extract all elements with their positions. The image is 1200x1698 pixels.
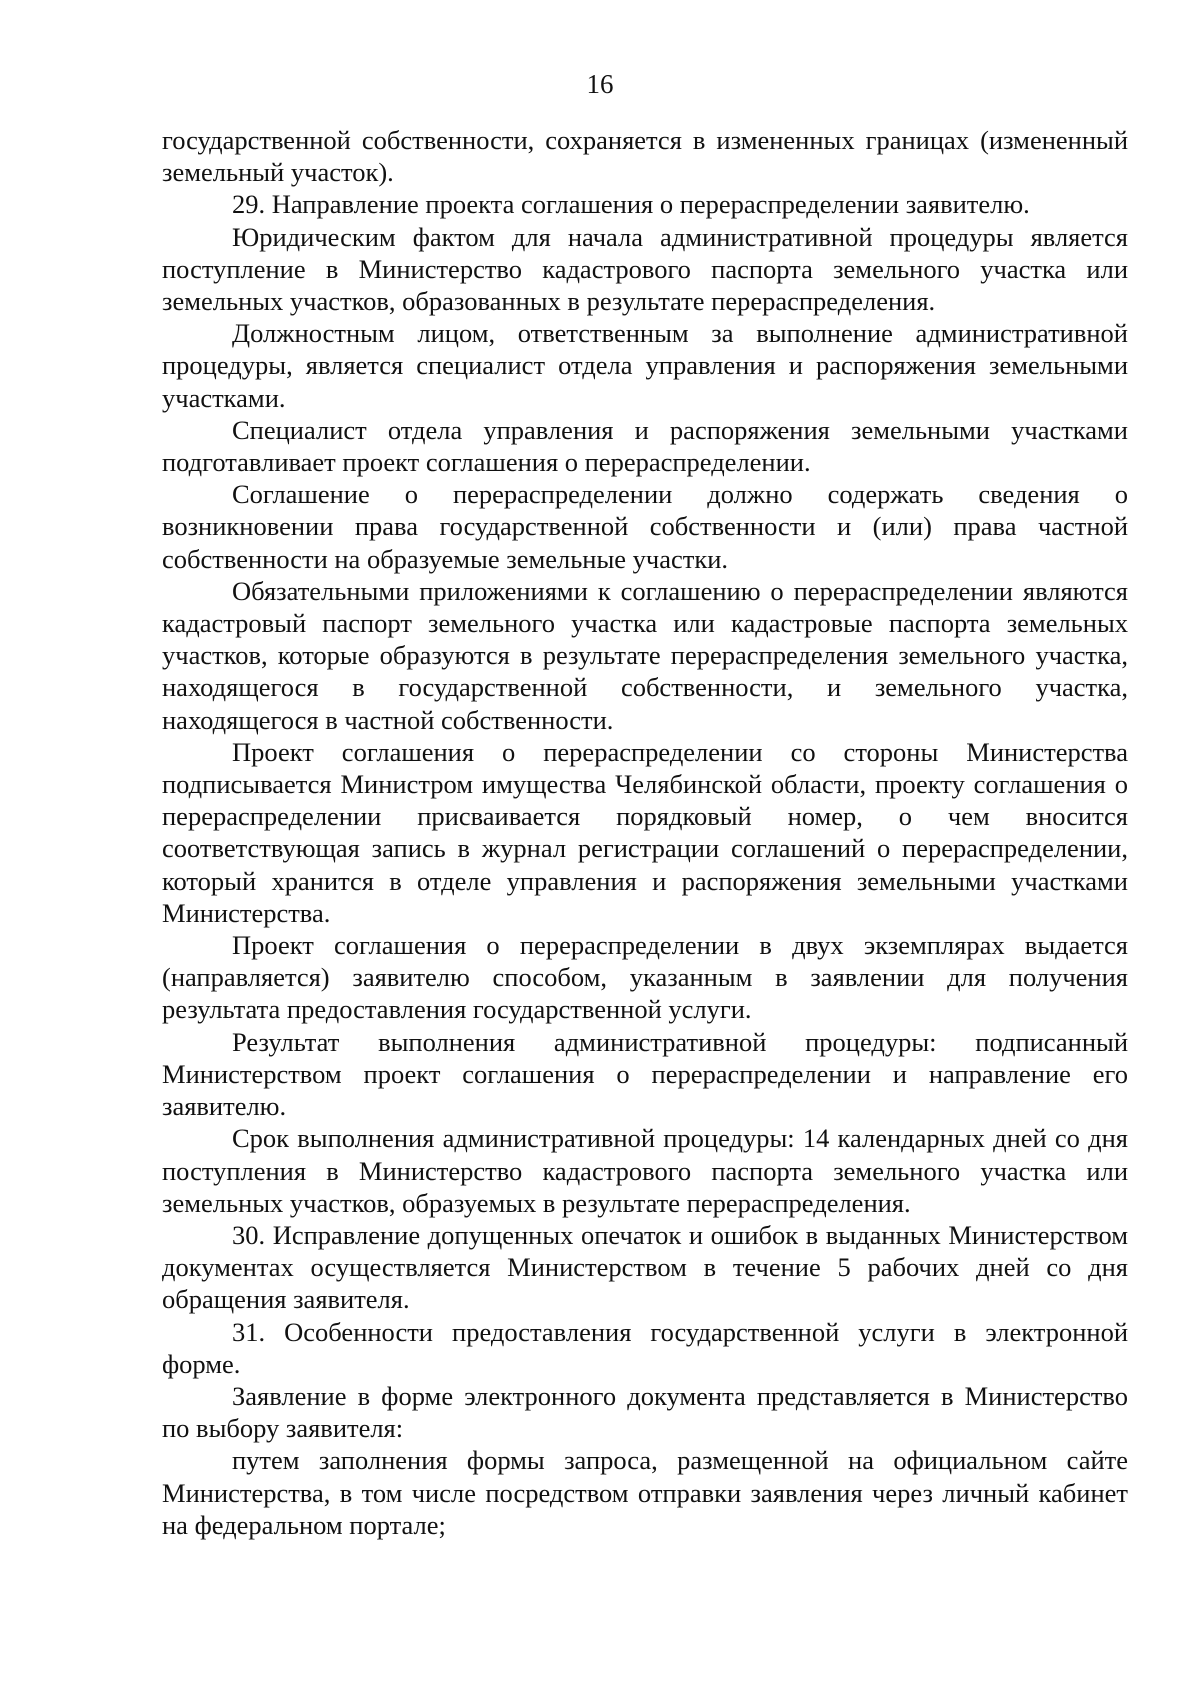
paragraph-continuation: государственной собственности, сохраняется в измененных границах (измененный земельный участок). <box>162 125 1128 188</box>
paragraph-item-29: 29. Направление проекта соглашения о перераспределении заявителю. <box>232 189 1030 220</box>
paragraph-signing: Проект соглашения о перераспределении со стороны Министерства подписывается Министром имущества Челябинской области, проекту соглашения о перераспределении присваивается порядковый номер, о чем вносится соответствующая запись в журнал регистрации соглашений о перераспределении, который хранится в отделе управления и распоряжения земельными участками Министерства. <box>162 736 1128 928</box>
paragraph-result: Результат выполнения административной процедуры: подписанный Министерством проект соглашения о перераспределении и направление его заявителю. <box>162 1026 1128 1122</box>
paragraph-mandatory-attachments: Обязательными приложениями к соглашению о перераспределении являются кадастровый паспорт земельного участка или кадастровые паспорта земельных участков, которые образуются в результате перераспределения земельного участка, находящегося в государственной собственности, и земельного участка, находящегося в частной собственности. <box>162 575 1128 735</box>
paragraph-item-30: 30. Исправление допущенных опечаток и ошибок в выданных Министерством документах осуществляется Министерством в течение 5 рабочих дней со дня обращения заявителя. <box>162 1219 1128 1315</box>
paragraph-legal-fact: Юридическим фактом для начала административной процедуры является поступление в Министерство кадастрового паспорта земельного участка или земельных участков, образованных в результате перераспределения. <box>162 221 1128 317</box>
paragraph-online-form: путем заполнения формы запроса, размещенной на официальном сайте Министерства, в том числе посредством отправки заявления через личный кабинет на федеральном портале; <box>162 1445 1128 1540</box>
document-body <box>162 124 1128 1541</box>
paragraph-agreement-contents: Соглашение о перераспределении должно содержать сведения о возникновении права государственной собственности и (или) права частной собственности на образуемые земельные участки. <box>162 479 1128 574</box>
page-number: 16 <box>586 69 614 99</box>
paragraph-item-31: 31. Особенности предоставления государственной услуги в электронной форме. <box>162 1316 1128 1379</box>
paragraph-responsible-official: Должностным лицом, ответственным за выполнение административной процедуры, является специалист отдела управления и распоряжения земельными участками. <box>162 318 1128 413</box>
paragraph-issuance: Проект соглашения о перераспределении в двух экземплярах выдается (направляется) заявителю способом, указанным в заявлении для получения результата предоставления государственной услуги. <box>162 930 1128 1025</box>
paragraph-electronic-application: Заявление в форме электронного документа представляется в Министерство по выбору заявителя: <box>162 1380 1128 1444</box>
paragraph-specialist-prepares: Специалист отдела управления и распоряжения земельными участками подготавливает проект соглашения о перераспределении. <box>162 414 1128 478</box>
paragraph-deadline: Срок выполнения административной процедуры: 14 календарных дней со дня поступления в Министерство кадастрового паспорта земельного участка или земельных участков, образуемых в результате перераспределения. <box>162 1123 1128 1218</box>
